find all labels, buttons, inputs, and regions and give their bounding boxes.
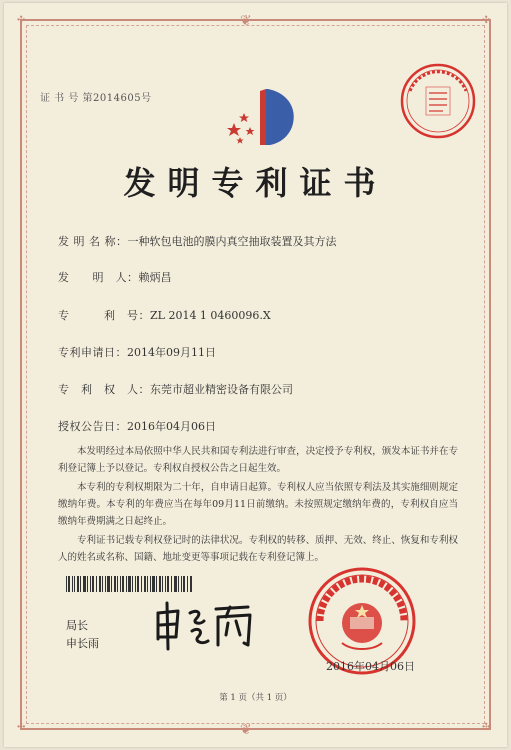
body-paragraph-1: 本发明经过本局依照中华人民共和国专利法进行审查，决定授予专利权，颁发本证书并在专利登记簿上予以登记。专利权自授权公告之日起生效。	[58, 446, 458, 474]
corner-ornament-icon: ✣	[482, 15, 491, 26]
certificate-page	[4, 3, 507, 747]
grant-announce-row	[58, 418, 216, 434]
director-title: 局长	[66, 619, 88, 632]
body-paragraph-2: 本专利的专利权期限为二十年，自申请日起算。专利权人应当依照专利法及其实施细则规定缴纳年费。本专利的年费应当在每年09月11日前缴纳。未按照规定缴纳年费的，专利权自应当缴纳年费期满之日起终止。	[58, 482, 458, 527]
barcode-icon	[66, 576, 192, 592]
seal-date: 2016年04月06日	[326, 660, 415, 673]
filing-date-row	[58, 344, 216, 360]
patent-number-row	[58, 307, 271, 323]
patent-number-value: ZL 2014 1 0460096.X	[150, 309, 271, 322]
corner-ornament-icon: ✣	[17, 722, 26, 733]
invention-name-label: 发 明 名 称：	[58, 235, 128, 248]
page-footer: 第 1 页（共 1 页）	[219, 693, 292, 703]
filing-date-value: 2014年09月11日	[127, 346, 216, 359]
grant-announce-label: 授权公告日：	[58, 420, 127, 433]
signature-icon	[152, 599, 262, 651]
grant-announce-value: 2016年04月06日	[127, 420, 216, 433]
bottom-center-ornament-icon: ❦	[240, 722, 252, 738]
patent-number-label: 专 利 号：	[58, 309, 150, 322]
corner-ornament-icon: ✣	[482, 722, 491, 733]
inventor-value: 赖炳昌	[138, 271, 172, 284]
invention-name-row	[58, 233, 337, 249]
inventor-row	[58, 269, 172, 285]
patentee-row	[58, 381, 293, 397]
body-paragraph-3: 专利证书记载专利权登记时的法律状况。专利权的转移、质押、无效、终止、恢复和专利权人的姓名或名称、国籍、地址变更等事项记载在专利登记簿上。	[58, 535, 458, 563]
corner-ornament-icon: ✣	[17, 15, 26, 26]
patentee-value: 东莞市超业精密设备有限公司	[150, 383, 293, 396]
director-name: 申长雨	[66, 637, 99, 650]
certificate-title: 发明专利证书	[123, 164, 388, 202]
invention-name-value: 一种软包电池的膜内真空抽取装置及其方法	[127, 235, 337, 248]
patentee-label: 专 利 权 人：	[58, 383, 150, 396]
agency-seal-icon	[398, 61, 478, 141]
inventor-label: 发 明 人：	[58, 271, 139, 284]
top-center-ornament-icon: ❦	[240, 13, 252, 29]
certificate-number: 证 书 号 第2014605号	[40, 93, 152, 104]
patent-office-logo-icon	[222, 83, 304, 149]
filing-date-label: 专利申请日：	[58, 346, 127, 359]
